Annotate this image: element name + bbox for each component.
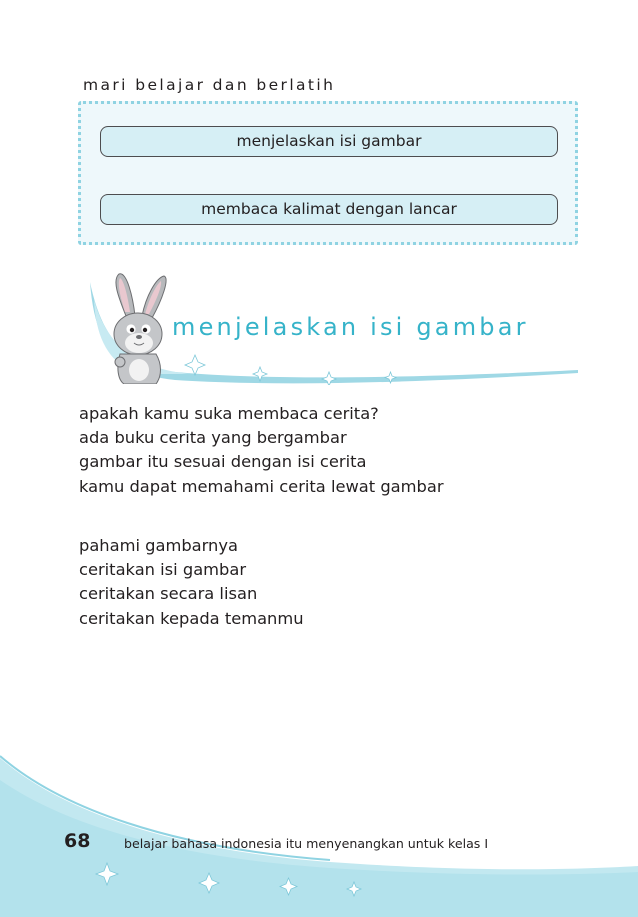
section-title: menjelaskan isi gambar <box>172 313 529 341</box>
page-number: 68 <box>64 830 91 852</box>
objective-item: menjelaskan isi gambar <box>100 126 558 157</box>
paragraph-line: ada buku cerita yang bergambar <box>79 428 347 448</box>
objective-item: membaca kalimat dengan lancar <box>100 194 558 225</box>
paragraph-line: ceritakan secara lisan <box>79 584 258 604</box>
paragraph-line: pahami gambarnya <box>79 536 238 555</box>
paragraph-line: apakah kamu suka membaca cerita? <box>79 404 379 423</box>
reading-paragraph <box>79 402 444 499</box>
running-footer-title: belajar bahasa indonesia itu menyenangkan untuk kelas I <box>124 836 489 851</box>
instruction-paragraph <box>79 534 304 631</box>
paragraph-line: ceritakan kepada temanmu <box>79 608 304 628</box>
paragraph-line: ceritakan isi gambar <box>79 560 247 580</box>
footer-wave-decoration <box>0 740 638 917</box>
section-header-title: mari belajar dan berlatih <box>83 76 336 94</box>
paragraph-line: kamu dapat memahami cerita lewat gambar <box>79 476 444 496</box>
paragraph-line: gambar itu sesuai dengan isi cerita <box>79 452 367 472</box>
learning-objectives-box <box>78 101 578 245</box>
